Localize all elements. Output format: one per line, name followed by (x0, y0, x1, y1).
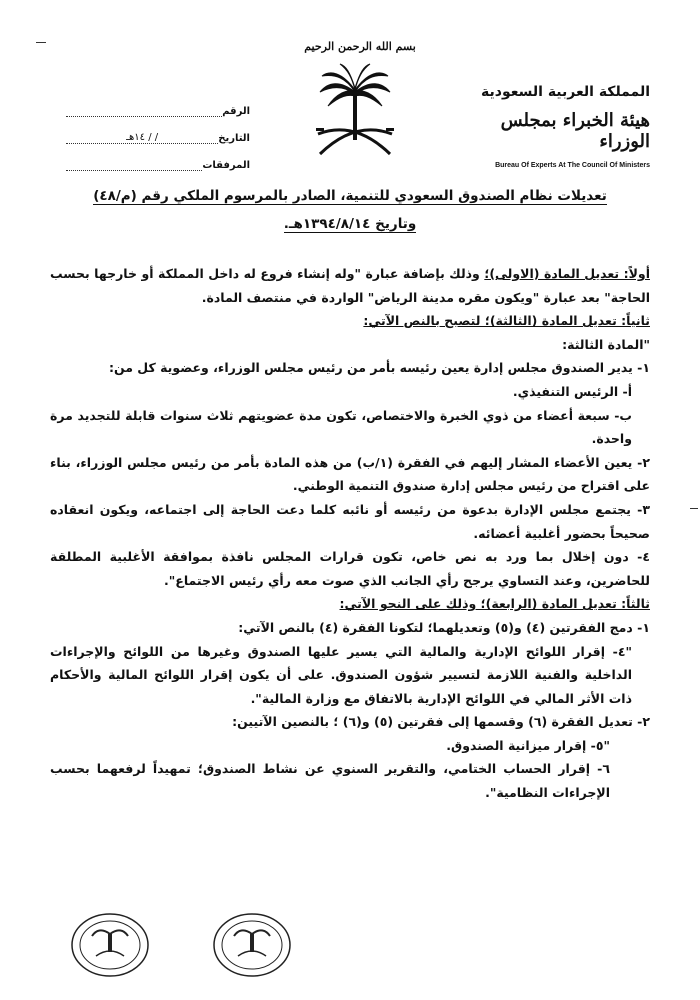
article-4-clause-5-text: "٥- إقرار ميزانية الصندوق. (446, 737, 610, 753)
document-body (50, 262, 650, 805)
number-label: الرقم (222, 106, 250, 117)
article-4-clause-4-text: "٤- إقرار اللوائح الإدارية والمالية التي يسير عليها الصندوق وغيرها من اللوائح والإجراءات الداخلية والفنية اللازمة لتسيير شؤون الصندوق. على أن يكون إقرار اللوائح المالية والأحكام ذات الأثر المالي في اللوائح الإدارية بالاتفاق مع وزارة المالية". (50, 643, 632, 706)
issuer-block (460, 84, 650, 169)
article-4-clause-6-text: ٦- إقرار الحساب الختامي، والتقرير السنوي عن نشاط الصندوق؛ تمهيداً لرفعهما بحسب الإجراءات النظامية". (50, 761, 610, 801)
article-3-clause-1: ١- يدير الصندوق مجلس إدارة يعين رئيسه بأمر من رئيس مجلس الوزراء، وعضوية كل من: (108, 360, 650, 376)
attachments-row (60, 144, 250, 171)
title-line-1: تعديلات نظام الصندوق السعودي للتنمية، الصادر بالمرسوم الملكي رقم (م/٤٨) (93, 188, 607, 204)
title-line-2: وتاريخ ١٣٩٤/٨/١٤هـ. (283, 216, 417, 232)
article-3-clause-3: ٣- يجتمع مجلس الإدارة بدعوة من رئيسه أو نائبه كلما دعت الحاجة إلى اجتماعه، ويكون انعقاده صحيحاً بحضور أغلبية أعضائه. (50, 501, 650, 541)
reference-fields (60, 90, 250, 171)
article-3-clause-4: ٤- دون إخلال بما ورد به نص خاص، تكون قرارات المجلس نافذة بموافقة الأغلبية المطلقة للحاضرين، وعند التساوي يرجح رأي الجانب الذي صوت معه رأي رئيس الاجتماع". (50, 549, 650, 588)
article-3-clause-2: ٢- يعين الأعضاء المشار إليهم في الفقرة (١/ب) من هذه المادة بأمر من رئيس مجلس الوزراء، بناء على اقتراح من رئيس مجلس إدارة صندوق التنمية الوطني. (50, 454, 650, 494)
attachments-value (66, 170, 202, 171)
margin-mark (690, 508, 698, 509)
basmala: بسم الله الرحمن الرحيم (304, 40, 416, 53)
article-3-clause-1a: أ- الرئيس التنفيذي. (512, 383, 632, 399)
official-seal-icon (212, 912, 292, 978)
country-name: المملكة العربية السعودية (481, 84, 650, 100)
document-title (90, 182, 610, 238)
date-row (60, 117, 250, 144)
article-4-change-2: ٢- تعديل الفقرة (٦) وقسمها إلى فقرتين (٥) و(٦) ؛ بالنصين الآتيين: (232, 714, 650, 730)
section-1-heading: أولاً: تعديل المادة (الاولى)؛ (484, 266, 650, 281)
bureau-name-english: Bureau Of Experts At The Council Of Ministers (495, 162, 650, 169)
number-value (66, 116, 222, 117)
article-4-change-1: ١- دمج الفقرتين (٤) و(٥) وتعديلهما؛ لتكونا الفقرة (٤) بالنص الآتي: (238, 619, 650, 635)
section-1 (50, 262, 650, 309)
section-1-text: وذلك بإضافة عبارة "وله إنشاء فروع له داخل المملكة أو خارجها بحسب الحاجة" بعد عبارة "ويكون مقره مدينة الرياض" الواردة في منتصف المادة. (50, 266, 650, 305)
date-label: التاريخ (218, 133, 250, 144)
number-row (60, 90, 250, 117)
section-2-heading: ثانياً: تعديل المادة (الثالثة)؛ لتصبح بالنص الآتي: (363, 313, 650, 329)
attachments-label: المرفقات (202, 160, 250, 171)
bureau-name-arabic: هيئة الخبراء بمجلس الوزراء (500, 110, 650, 152)
saudi-emblem-icon (310, 62, 400, 162)
article-3-clause-1b: ب- سبعة أعضاء من ذوي الخبرة والاختصاص، تكون مدة عضويتهم ثلاث سنوات قابلة للتجديد مرة واحدة. (50, 407, 632, 447)
article-3-title: "المادة الثالثة: (562, 336, 650, 352)
date-value: / / ١٤هـ (66, 132, 218, 144)
official-seal-icon (70, 912, 150, 978)
section-3-heading: ثالثاً: تعديل المادة (الرابعة)؛ وذلك على النحو الآتي: (339, 596, 650, 612)
margin-mark (36, 42, 46, 43)
